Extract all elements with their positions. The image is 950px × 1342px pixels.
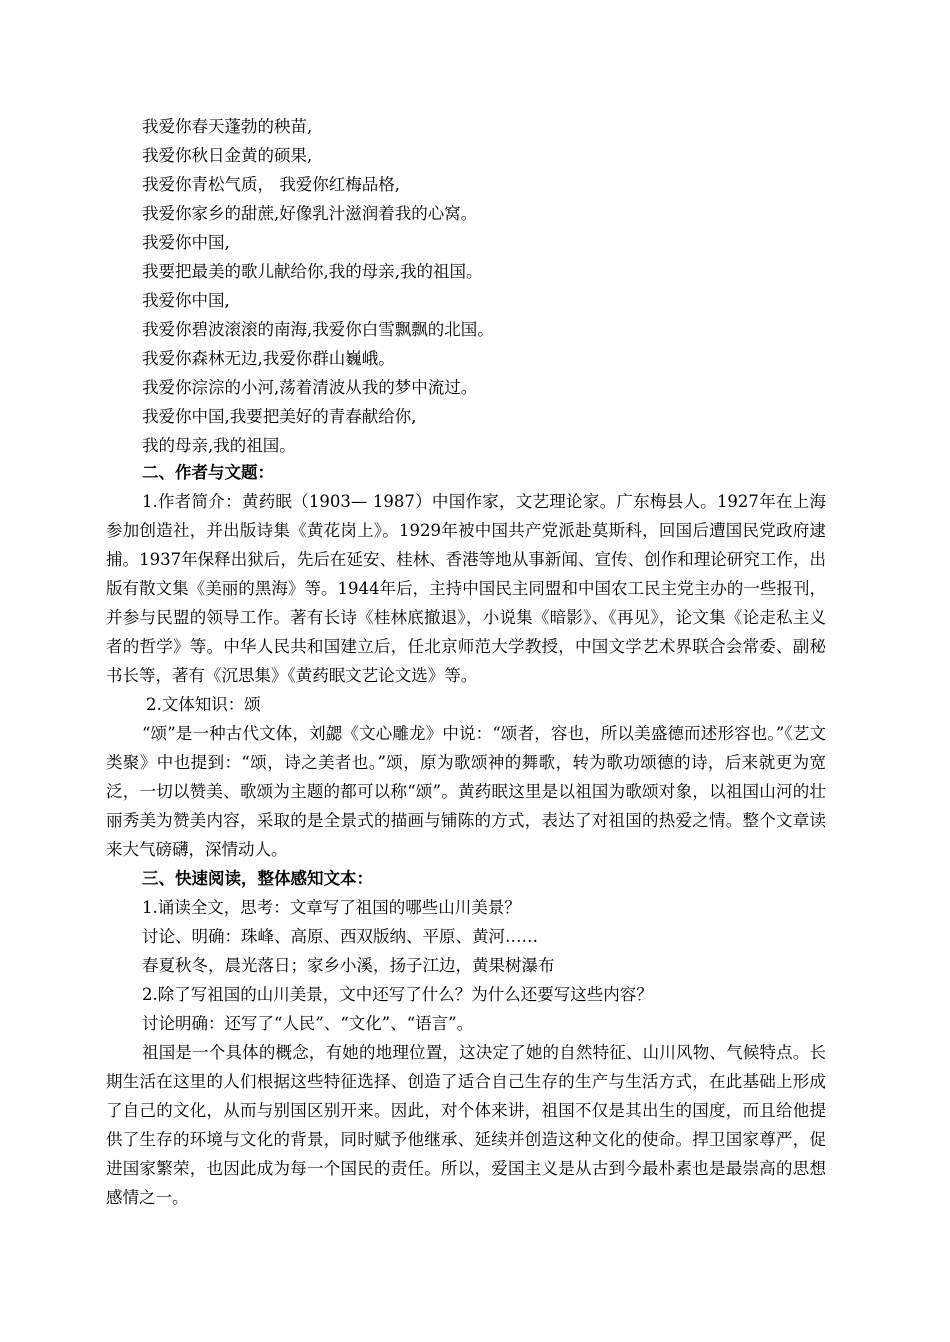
question-2: 2.除了写祖国的山川美景，文中还写了什么？为什么还要写这些内容？ [142, 985, 653, 1004]
homeland-paragraph: 祖国是一个具体的概念，有她的地理位置，这决定了她的自然特征、山川风物、气候特点。长期生活在这里的人们根据这些特征选择、创造了适合自己生存的生产与生活方式，在此基础上形成了自己的文化，从而与别国区别开来。因此，对个体来讲，祖国不仅是其出生的国度，而且给他提供了生存的环境与文化的背景，同时赋予他继承、延续并创造这种文化的使命。捍卫国家尊严，促进国家繁荣，也因此成为每一个国民的责任。所以，爱国主义是从古到今最朴素也是最崇高的思想感情之一。 [106, 1043, 826, 1207]
genre-knowledge-label: 2.文体知识：颂 [146, 695, 261, 714]
poem-line: 我爱你中国, [142, 233, 230, 252]
section-heading-author: 二、作者与文题： [142, 463, 274, 482]
answer-1-line-2: 春夏秋冬，晨光落日；家乡小溪，扬子江边，黄果树瀑布 [142, 956, 555, 975]
genre-paragraph: “颂”是一种古代文体，刘勰《文心雕龙》中说：“颂者，容也，所以美盛德而述形容也。”《艺文类聚》中也提到：“颂，诗之美者也。”颂，原为歌颂神的舞歌，转为歌功颂德的诗，后来就更为宽泛，一切以赞美、歌颂为主题的都可以称“颂”。黄药眠这里是以祖国为歌颂对象，以祖国山河的壮丽秀美为赞美内容，采取的是全景式的描画与铺陈的方式，表达了对祖国的热爱之情。整个文章读来大气磅礴，深情动人。 [106, 724, 826, 859]
poem-line: 我爱你秋日金黄的硕果, [142, 146, 313, 165]
poem-line: 我爱你中国,我要把美好的青春献给你, [142, 407, 417, 426]
answer-2: 讨论明确：还写了“人民”、“文化”、“语言”。 [142, 1014, 474, 1033]
answer-1-line-1: 讨论、明确：珠峰、高原、西双版纳、平原、黄河…… [142, 927, 538, 946]
poem-line: 我要把最美的歌儿献给你,我的母亲,我的祖国。 [142, 262, 483, 281]
section-heading-reading: 三、快速阅读，整体感知文本： [142, 869, 373, 888]
poem-line: 我爱你淙淙的小河,荡着清波从我的梦中流过。 [142, 378, 478, 397]
poem-line: 我爱你家乡的甜蔗,好像乳汁滋润着我的心窝。 [142, 204, 478, 223]
document-body [106, 458, 826, 1212]
poem-excerpt [142, 112, 862, 460]
poem-line: 我爱你森林无边,我爱你群山巍峨。 [142, 349, 395, 368]
poem-line: 我爱你碧波滚滚的南海,我爱你白雪飘飘的北国。 [142, 320, 494, 339]
poem-line: 我爱你中国, [142, 291, 230, 310]
poem-line: 我的母亲,我的祖国。 [142, 436, 296, 455]
author-intro-paragraph: 1.作者简介：黄药眠（1903— 1987）中国作家，文艺理论家。广东梅县人。1927年在上海参加创造社，并出版诗集《黄花岗上》。1929年被中国共产党派赴莫斯科，回国后遭国民党政府逮捕。1937年保释出狱后，先后在延安、桂林、香港等地从事新闻、宣传、创作和理论研究工作，出版有散文集《美丽的黑海》等。1944年后，主持中国民主同盟和中国农工民主党主办的一些报刊，并参与民盟的领导工作。著有长诗《桂林底撤退》，小说集《暗影》、《再见》，论文集《论走私主义者的哲学》等。中华人民共和国建立后，任北京师范大学教授，中国文学艺术界联合会常委、副秘书长等，著有《沉思集》《黄药眠文艺论文选》等。 [106, 492, 826, 685]
poem-line: 我爱你春天蓬勃的秧苗, [142, 117, 313, 136]
poem-line: 我爱你青松气质， 我爱你红梅品格, [142, 175, 400, 194]
question-1: 1.诵读全文，思考：文章写了祖国的哪些山川美景？ [142, 898, 521, 917]
